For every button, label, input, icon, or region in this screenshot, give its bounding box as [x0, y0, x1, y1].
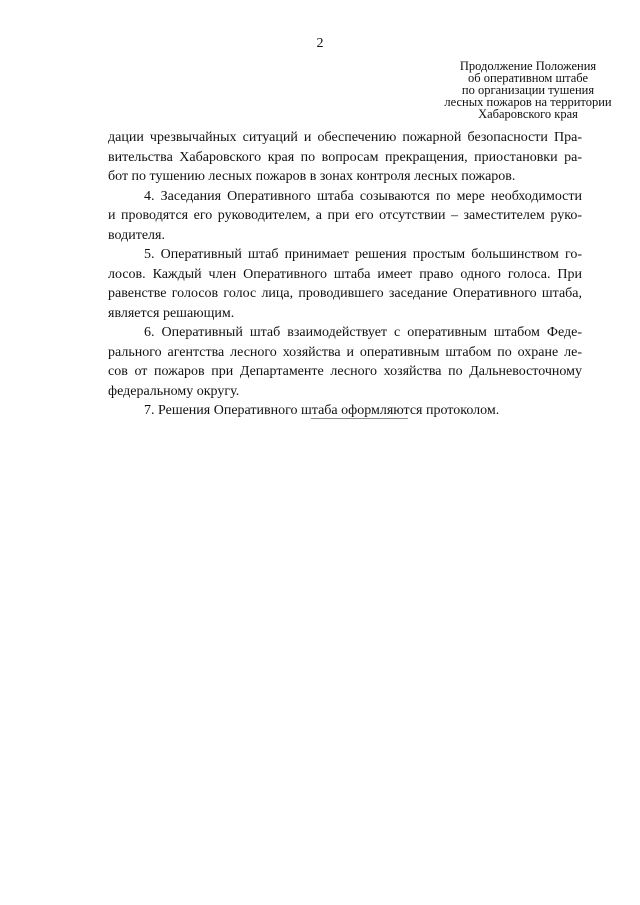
- paragraph-5: [108, 245, 582, 323]
- text-line: вительства Хабаровского края по вопросам прекращения, приостановки ра-: [108, 149, 582, 165]
- text-line: рального агентства лесного хозяйства и оперативным штабом по охране ле-: [108, 344, 582, 360]
- text-line: бот по тушению лесных пожаров в зонах контроля лесных пожаров.: [108, 169, 516, 184]
- paragraph-6: [108, 323, 582, 401]
- text-line: является решающим.: [108, 305, 235, 321]
- text-line: сов от пожаров при Департаменте лесного хозяйства по Дальневосточному: [108, 364, 582, 379]
- text-line: 7. Решения Оперативного штаба оформляются протоколом.: [144, 403, 500, 418]
- continuation-header: [418, 60, 638, 120]
- text-line: и проводятся его руководителем, а при его отсутствии – заместителем руко-: [108, 208, 582, 223]
- header-line: по организации тушения: [461, 83, 595, 97]
- header-line: Продолжение Положения: [459, 59, 597, 73]
- header-line: Хабаровского края: [478, 107, 578, 121]
- text-line: водителя.: [108, 227, 165, 243]
- text-line: дации чрезвычайных ситуаций и обеспечению пожарной безопасности Пра-: [108, 130, 582, 145]
- page-number: 2: [316, 36, 324, 51]
- text-line: 4. Заседания Оперативного штаба созываются по мере необходимости: [144, 188, 582, 204]
- paragraph-continuation: [108, 128, 582, 187]
- text-line: федеральному округу.: [108, 383, 240, 399]
- header-line: об оперативном штабе: [467, 71, 589, 85]
- header-line: лесных пожаров на территории: [444, 95, 612, 109]
- paragraph-4: [108, 187, 582, 246]
- document-body: [108, 128, 582, 421]
- end-divider: [311, 418, 408, 419]
- text-line: лосов. Каждый член Оперативного штаба имеет право одного голоса. При: [108, 266, 582, 282]
- text-line: 6. Оперативный штаб взаимодействует с оперативным штабом Феде-: [144, 325, 582, 340]
- text-line: равенстве голосов голос лица, проводившего заседание Оперативного штаба,: [108, 286, 582, 301]
- text-line: 5. Оперативный штаб принимает решения простым большинством го-: [144, 247, 582, 262]
